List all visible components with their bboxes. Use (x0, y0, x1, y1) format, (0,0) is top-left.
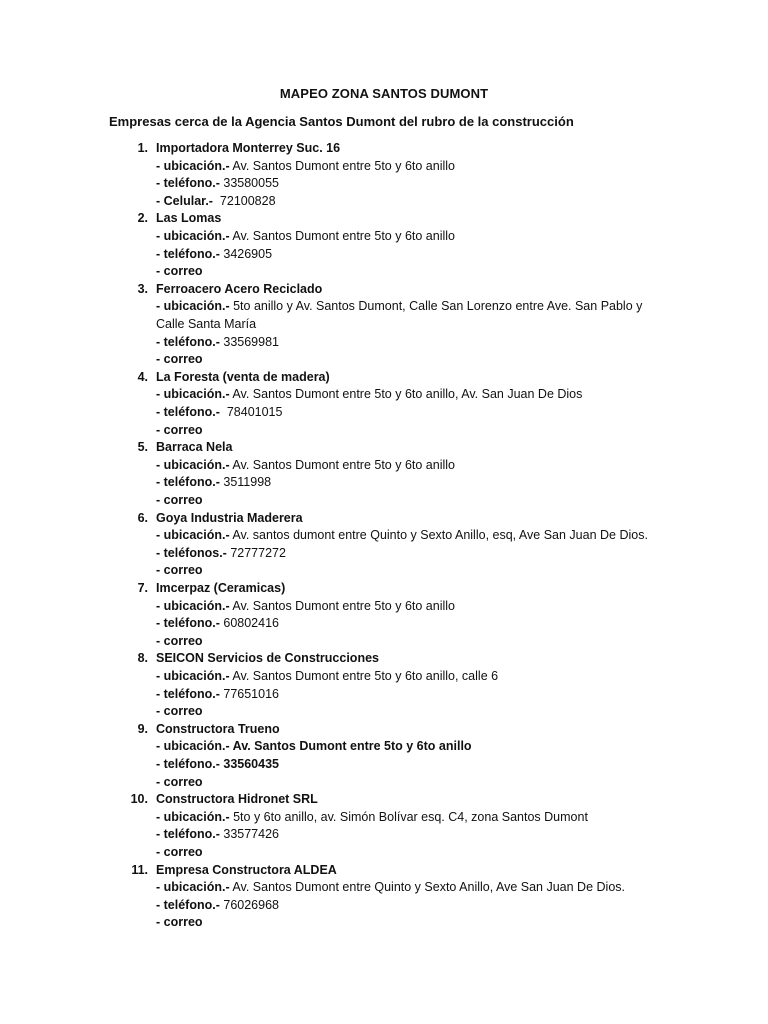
list-item (0, 791, 768, 859)
detail-label: - teléfono.- (156, 756, 220, 771)
list-item-header (0, 439, 768, 457)
detail-label: - ubicación.- (156, 387, 230, 402)
company-detail-line (156, 298, 656, 316)
list-item-number: 6. (137, 510, 148, 525)
detail-value: 5to anillo y Av. Santos Dumont, Calle San Lorenzo entre Ave. San Pablo y (229, 299, 643, 314)
list-item-header (0, 369, 768, 387)
detail-continuation: Calle Santa María (156, 316, 257, 331)
list-item-header (0, 210, 768, 228)
list-item-header (0, 650, 768, 668)
company-name: Importadora Monterrey Suc. 16 (156, 141, 341, 155)
detail-value: 3426905 (219, 246, 273, 261)
detail-label: - ubicación.- (156, 668, 230, 683)
company-detail-line (156, 844, 656, 862)
list-item (0, 281, 768, 367)
detail-value: Av. santos dumont entre Quinto y Sexto Anillo, esq, Ave San Juan De Dios. (229, 528, 648, 543)
company-detail-line (156, 598, 656, 616)
list-item-number: 11. (131, 862, 148, 877)
detail-label: - correo (156, 563, 203, 578)
detail-value: Av. Santos Dumont entre 5to y 6to anillo (229, 739, 472, 754)
list-item-header (0, 510, 768, 528)
detail-label: - ubicación.- (156, 457, 230, 472)
company-detail-line (156, 527, 656, 545)
list-item-number: 4. (137, 369, 148, 384)
list-item-header (0, 791, 768, 809)
company-detail-line (156, 334, 656, 352)
company-detail-line (156, 545, 656, 563)
company-detail-line (156, 351, 656, 369)
list-item-header (0, 862, 768, 880)
company-name: Las Lomas (156, 211, 222, 226)
detail-label: - teléfono.- (156, 827, 220, 842)
list-item (0, 210, 768, 279)
detail-value: 60802416 (219, 616, 279, 631)
list-item (0, 580, 768, 648)
company-detail-line (156, 562, 656, 580)
detail-value: 33569981 (219, 334, 279, 349)
detail-value: 76026968 (219, 897, 279, 912)
list-item (0, 721, 768, 789)
detail-value: 72777272 (226, 545, 286, 560)
company-name: Ferroacero Acero Reciclado (156, 281, 323, 296)
detail-label: - teléfono.- (156, 475, 220, 490)
detail-value: Av. Santos Dumont entre 5to y 6to anillo (229, 598, 455, 613)
company-detail-line (156, 668, 656, 686)
detail-label: - ubicación.- (156, 158, 230, 173)
list-item (0, 439, 768, 507)
company-detail-line (156, 914, 656, 932)
detail-value: 3511998 (219, 475, 272, 490)
list-item (0, 510, 768, 578)
list-item (0, 369, 768, 437)
detail-value: 5to y 6to anillo, av. Simón Bolívar esq. C4, zona Santos Dumont (229, 809, 588, 824)
detail-label: - Celular.- (156, 193, 213, 208)
detail-label: - correo (156, 492, 203, 507)
detail-label: - ubicación.- (156, 809, 230, 824)
detail-value: Av. Santos Dumont entre 5to y 6to anillo, Av. San Juan De Dios (229, 387, 583, 402)
company-detail-line (156, 686, 656, 704)
detail-label: - teléfono.- (156, 246, 220, 261)
company-detail-line (156, 738, 656, 756)
detail-label: - teléfono.- (156, 176, 220, 191)
detail-label: - correo (156, 915, 203, 930)
company-name: Constructora Trueno (156, 721, 280, 736)
detail-label: - correo (156, 422, 203, 437)
list-item-header (0, 140, 768, 158)
list-item-number: 8. (137, 651, 148, 666)
detail-label: - teléfono.- (156, 616, 220, 631)
detail-label: - correo (156, 844, 203, 859)
detail-label: - ubicación.- (156, 299, 230, 314)
list-item-number: 9. (137, 721, 148, 736)
detail-value: 72100828 (212, 193, 276, 208)
document-title: MAPEO ZONA SANTOS DUMONT (279, 86, 489, 101)
list-item-number: 3. (137, 281, 148, 296)
detail-label: - ubicación.- (156, 598, 230, 613)
company-detail-line (156, 404, 656, 422)
detail-label: - teléfono.- (156, 404, 220, 419)
list-item-header (0, 721, 768, 739)
detail-label: - correo (156, 633, 203, 648)
detail-value: Av. Santos Dumont entre 5to y 6to anillo, calle 6 (229, 668, 499, 683)
detail-label: - correo (156, 704, 203, 719)
detail-value: Av. Santos Dumont entre 5to y 6to anillo (229, 158, 455, 173)
list-item-number: 2. (137, 211, 148, 226)
company-detail-line (156, 879, 656, 897)
company-detail-line (156, 615, 656, 633)
company-name: La Foresta (venta de madera) (156, 369, 330, 384)
detail-label: - teléfonos.- (156, 545, 227, 560)
company-detail-line (156, 809, 656, 827)
detail-label: - ubicación.- (156, 528, 230, 543)
company-name: SEICON Servicios de Construcciones (156, 651, 379, 666)
company-detail-line (156, 492, 656, 510)
detail-label: - ubicación.- (156, 228, 230, 243)
detail-value: 33560435 (219, 756, 279, 771)
company-detail-line (156, 228, 656, 246)
detail-value: 77651016 (219, 686, 279, 701)
detail-value: Av. Santos Dumont entre Quinto y Sexto Anillo, Ave San Juan De Dios. (229, 880, 625, 895)
list-item (0, 140, 768, 208)
company-detail-line (156, 826, 656, 844)
list-item-number: 7. (137, 581, 148, 595)
list-item-header (0, 281, 768, 299)
detail-label: - teléfono.- (156, 334, 220, 349)
company-detail-line (156, 897, 656, 915)
company-detail-line (156, 193, 656, 211)
company-name: Empresa Constructora ALDEA (156, 862, 337, 877)
detail-label: - ubicación.- (156, 880, 230, 895)
list-item-header (0, 580, 768, 598)
detail-label: - ubicación.- (156, 739, 230, 754)
list-item-number: 1. (137, 141, 148, 155)
detail-label: - correo (156, 352, 203, 367)
company-name: Constructora Hidronet SRL (156, 792, 318, 807)
detail-value: Av. Santos Dumont entre 5to y 6to anillo (229, 457, 455, 472)
company-detail-line (156, 246, 656, 264)
company-detail-line (156, 263, 656, 281)
company-name: Imcerpaz (Ceramicas) (156, 581, 286, 595)
list-item (0, 650, 768, 719)
company-detail-line (156, 474, 656, 492)
detail-value: 33580055 (219, 176, 279, 191)
detail-value: 78401015 (219, 404, 283, 419)
document-subtitle: Empresas cerca de la Agencia Santos Dumont del rubro de la construcción (109, 114, 574, 129)
company-detail-line (156, 158, 656, 176)
company-detail-line (156, 756, 656, 774)
company-detail-line (156, 774, 656, 792)
detail-value: 33577426 (219, 827, 279, 842)
company-detail-line (156, 633, 656, 651)
detail-label: - correo (156, 774, 203, 789)
list-item-number: 10. (130, 792, 148, 807)
company-detail-line (156, 703, 656, 721)
detail-label: - teléfono.- (156, 897, 220, 912)
list-item (0, 862, 768, 930)
company-name: Barraca Nela (156, 440, 233, 455)
company-detail-line (156, 386, 656, 404)
list-item-number: 5. (137, 440, 148, 455)
company-detail-line (156, 422, 656, 440)
company-detail-line (156, 457, 656, 475)
company-detail-line (156, 175, 656, 193)
detail-label: - teléfono.- (156, 686, 220, 701)
detail-label: - correo (156, 264, 203, 279)
company-name: Goya Industria Maderera (156, 510, 303, 525)
detail-value: Av. Santos Dumont entre 5to y 6to anillo (229, 228, 455, 243)
